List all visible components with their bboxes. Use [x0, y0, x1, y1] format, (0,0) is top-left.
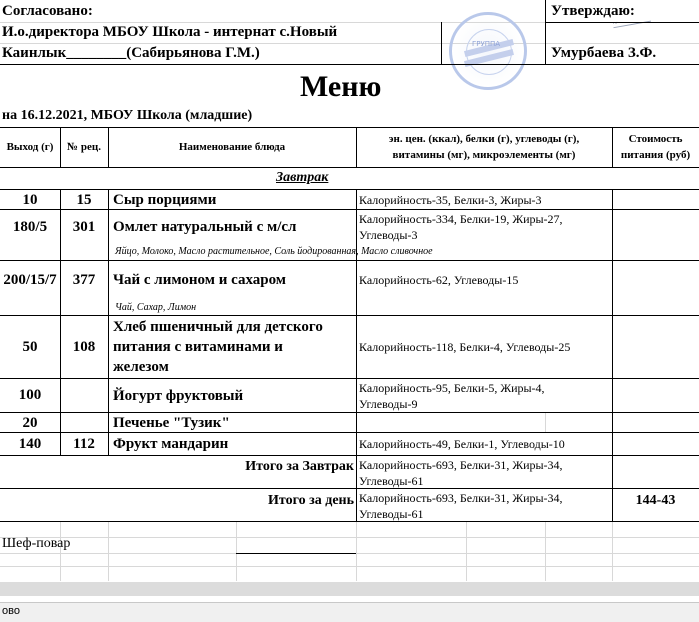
row1-output: 10	[22, 192, 38, 208]
row3-ingredients: Чай, Сахар, Лимон	[115, 302, 197, 313]
row4-dish-line1: Хлеб пшеничный для детского	[113, 319, 323, 335]
row2-nut2: Углеводы-3	[359, 228, 418, 242]
col-nutrition-line1: эн. цен. (ккал), белки (г), углеводы (г),	[388, 133, 580, 145]
approver-line1: И.о.директора МБОУ Школа - интернат с.Новый	[2, 24, 338, 40]
col-nutrition-line2: витамины (мг), микроэлементы (мг)	[392, 149, 576, 161]
row3-output: 200/15/7	[3, 272, 57, 288]
confirmer-name: Умурбаева З.Ф.	[551, 45, 657, 61]
row2-recipe: 301	[72, 219, 96, 235]
total-day-nut1: Калорийность-693, Белки-31, Жиры-34,	[359, 491, 563, 505]
approver-line2: Каинлык________(Сабирьянова Г.М.)	[2, 45, 260, 61]
row7-nut1: Калорийность-49, Белки-1, Углеводы-10	[359, 437, 565, 451]
row6-output: 20	[22, 415, 38, 431]
row3-nut1: Калорийность-62, Углеводы-15	[359, 273, 519, 287]
row1-dish: Сыр порциями	[113, 192, 217, 208]
col-cost-line1: Стоимость	[628, 133, 683, 145]
row3-recipe: 377	[72, 272, 96, 288]
row5-nut1: Калорийность-95, Белки-5, Жиры-4,	[359, 381, 545, 395]
section-title: Завтрак	[276, 170, 329, 185]
row3-dish: Чай с лимоном и сахаром	[113, 272, 287, 288]
total-breakfast-nut1: Калорийность-693, Белки-31, Жиры-34,	[359, 458, 563, 472]
row4-dish-line3: железом	[113, 359, 169, 375]
menu-title: Меню	[300, 70, 382, 103]
confirm-label: Утверждаю:	[551, 3, 635, 19]
horizontal-scrollbar[interactable]	[0, 582, 699, 596]
row1-nut1: Калорийность-35, Белки-3, Жиры-3	[359, 193, 542, 207]
row2-nut1: Калорийность-334, Белки-19, Жиры-27,	[359, 212, 563, 226]
row2-dish: Омлет натуральный с м/сл	[113, 219, 297, 235]
row7-dish: Фрукт мандарин	[113, 436, 229, 452]
row4-nut1: Калорийность-118, Белки-4, Углеводы-25	[359, 340, 571, 354]
row4-recipe: 108	[72, 339, 96, 355]
status-text: ово	[2, 605, 20, 617]
chef-label: Шеф-повар	[2, 536, 71, 551]
row7-recipe: 112	[73, 436, 95, 452]
row4-output: 50	[22, 339, 38, 355]
total-day-cost: 144-43	[635, 493, 676, 508]
total-breakfast-label: Итого за Завтрак	[245, 459, 354, 474]
col-output: Выход (г)	[6, 141, 54, 153]
signature-text: ~	[611, 17, 619, 29]
col-recipe: № рец.	[67, 141, 101, 153]
stamp-icon	[449, 12, 527, 90]
row7-output: 140	[18, 436, 42, 452]
row6-dish: Печенье "Тузик"	[113, 415, 230, 431]
stamp-text: ГРУППА	[472, 40, 501, 48]
menu-subtitle: на 16.12.2021, МБОУ Школа (младшие)	[2, 108, 253, 123]
col-dish: Наименование блюда	[178, 141, 286, 153]
approved-label: Согласовано:	[2, 3, 93, 19]
status-bar	[0, 602, 699, 622]
row4-dish-line2: питания с витаминами и	[113, 339, 283, 355]
total-day-nut2: Углеводы-61	[359, 507, 424, 521]
total-day-label: Итого за день	[268, 493, 354, 508]
row1-recipe: 15	[76, 192, 92, 208]
col-cost-line2: питания (руб)	[620, 149, 691, 161]
row5-output: 100	[18, 387, 42, 403]
row5-nut2: Углеводы-9	[359, 397, 418, 411]
row2-output: 180/5	[12, 219, 48, 235]
row5-dish: Йогурт фруктовый	[113, 388, 244, 404]
total-breakfast-nut2: Углеводы-61	[359, 474, 424, 488]
row2-ingredients: Яйцо, Молоко, Масло растительное, Соль йодированная, Масло сливочное	[115, 246, 433, 257]
